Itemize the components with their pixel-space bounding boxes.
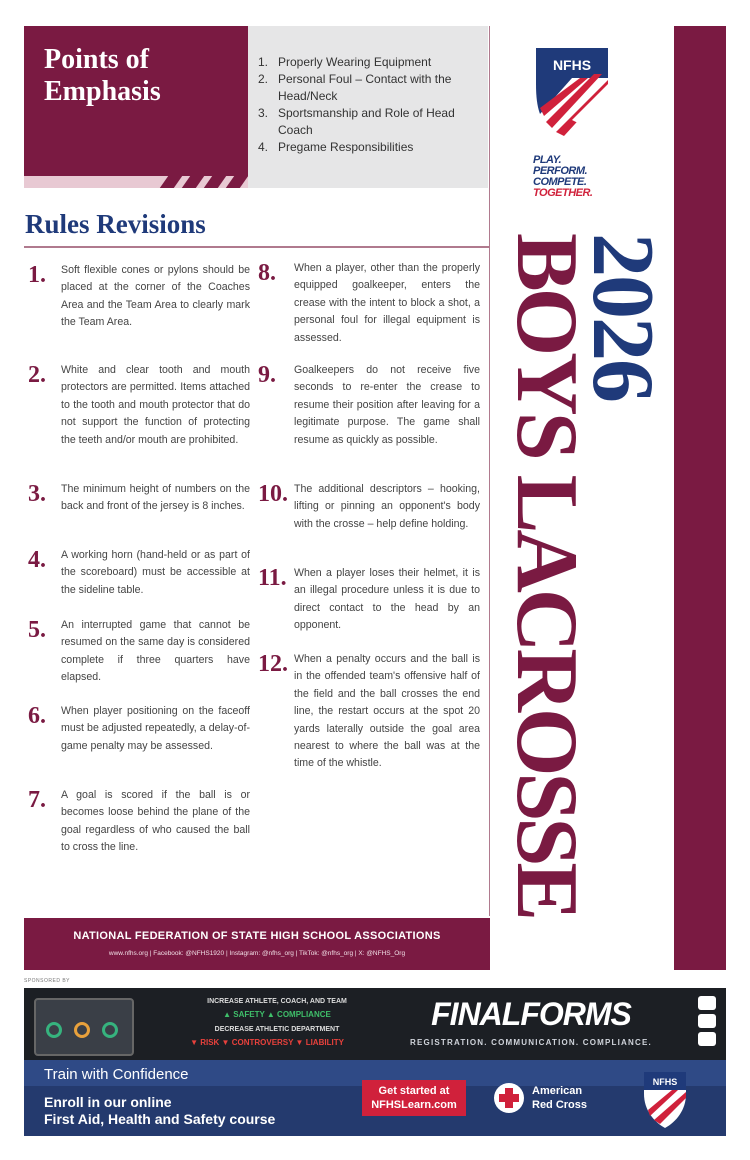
nfhs-logo [532,44,612,140]
rule-item-12: 12. When a penalty occurs and the ball is in the offended team's offensive half of the field and the ball crosses the end line, the restart occurs at the spot 20 yards laterally outside the goal area nearest to where the ball was at the time of the whistle. [258,651,480,770]
list-item: 4. Pregame Responsibilities [258,140,414,154]
tablet-image [34,998,134,1056]
red-cross-logo [494,1082,610,1116]
nfhs-learn-ad [24,1060,726,1136]
ad-increase-items: ▲ SAFETY ▲ COMPLIANCE [223,1010,331,1019]
gauge-icon [46,1022,62,1038]
partner-badges [694,996,720,1054]
points-of-emphasis-header [24,26,248,176]
rule-item-2: 2. White and clear tooth and mouth protectors are permitted. Items attached to the tooth and mouth protector that do not support the function of protecting the teeth and/or mouth are prohibited. [28,362,250,446]
finalforms-ad[interactable] [24,988,726,1060]
rule-item-8: 8. When a player, other than the properly equipped goalkeeper, enters the crease with the intent to block a shot, a personal foul for illegal equipment is assessed. [258,260,480,344]
season-year: 2026 [574,233,671,401]
rule-item-7: 7. A goal is scored if the ball is or becomes loose behind the plane of the goal regardless of who caused the ball to cross the line. [28,787,250,854]
divider [489,26,490,916]
nfhs-small-logo [642,1070,688,1130]
rule-item-9: 9. Goalkeepers do not receive five seconds to re-enter the crease to resume their position after leaving for a legitimate purpose. The game shall resume as quickly as possible. [258,362,480,446]
ad-headline: Train with Confidence [44,1066,189,1083]
finalforms-logo: FINALFORMS [431,996,631,1032]
rule-item-6: 6. When player positioning on the faceoff must be adjusted repeatedly, a delay-of-game penalty may be assessed. [28,703,250,752]
list-item: 3. Sportsmanship and Role of Head Coach [258,106,455,137]
finalforms-tagline: REGISTRATION. COMMUNICATION. COMPLIANCE. [410,1038,652,1047]
ad-decrease-items: ▼ RISK ▼ CONTROVERSY ▼ LIABILITY [190,1038,344,1047]
points-of-emphasis-title: Points of Emphasis [44,44,161,107]
sport-title: BOYS LACROSSE [498,233,595,918]
badge-icon [698,996,716,1010]
ad-decrease-label: DECREASE ATHLETIC DEPARTMENT [214,1026,340,1033]
maroon-side-bar [674,26,726,970]
organization-name: NATIONAL FEDERATION OF STATE HIGH SCHOOL ASSOCIATIONS [73,930,441,942]
rule-item-1: 1. Soft flexible cones or pylons should be placed at the corner of the Coaches Area and the Team Area to clearly mark the Team Area. [28,262,250,329]
ad-increase-label: INCREASE ATHLETE, COACH, AND TEAM [207,998,347,1005]
gauge-icon [102,1022,118,1038]
badge-icon [698,1014,716,1028]
social-links: www.nfhs.org | Facebook: @NFHS1920 | Instagram: @nfhs_org | TikTok: @nfhs_org | X: @NFHS_Org [108,950,406,957]
decorative-stripes [24,176,248,188]
nfhs-logo-text: NFHS [552,57,592,73]
rule-item-3: 3. The minimum height of numbers on the back and front of the jersey is 8 inches. [28,481,250,513]
red-cross-icon [494,1083,524,1113]
red-cross-name: American Red Cross [532,1085,588,1111]
list-item: 1. Properly Wearing Equipment [258,55,432,69]
nfhs-small-logo-text: NFHS [652,1077,678,1087]
rules-revisions-title: Rules Revisions [25,209,206,239]
points-of-emphasis-list [258,54,483,156]
footer-bar [24,918,490,970]
tagline: PLAY. PERFORM. COMPETE. TOGETHER. [533,154,593,199]
enroll-text: Enroll in our online First Aid, Health and Safety course [44,1094,276,1127]
sponsored-label: SPONSORED BY [24,978,71,984]
rule-item-5: 5. An interrupted game that cannot be resumed on the same day is considered complete if three quarters have elapsed. [28,617,250,684]
badge-icon [698,1032,716,1046]
divider [24,246,490,248]
list-item: 2. Personal Foul – Contact with the Head/Neck [258,72,452,103]
rule-item-4: 4. A working horn (hand-held or as part of the scoreboard) must be accessible at the sideline table. [28,547,250,596]
get-started-button[interactable]: Get started at NFHSLearn.com [362,1080,466,1116]
points-of-emphasis-panel [248,26,488,188]
rule-item-11: 11. When a player loses their helmet, it is an illegal procedure unless it is due to direct contact to the head by an opponent. [258,565,480,632]
gauge-icon [74,1022,90,1038]
rule-item-10: 10. The additional descriptors – hooking, lifting or pinning an opponent's body with the crosse – help define holding. [258,481,480,530]
